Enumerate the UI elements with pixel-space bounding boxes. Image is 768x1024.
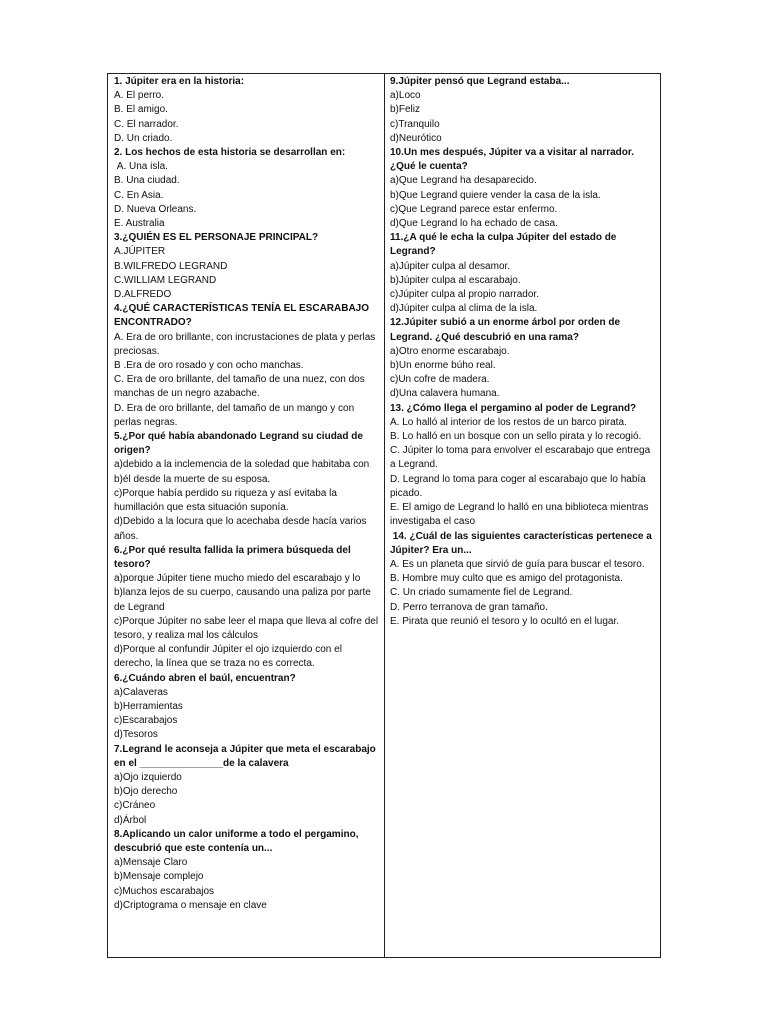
answer-option: d)Criptograma o mensaje en clave [114, 899, 267, 911]
question-text: 9.Júpiter pensó que Legrand estaba... [390, 76, 570, 87]
answer-option: c)Que Legrand parece estar enfermo. [390, 203, 558, 215]
answer-option: c)Un cofre de madera. [390, 374, 490, 386]
answer-option: d)Árbol [114, 814, 147, 826]
answer-option: b)Mensaje complejo [114, 871, 204, 883]
question-text: 12.Júpiter subió a un enorme árbol por orden de Legrand. ¿Qué descubrió en una rama? [390, 317, 623, 343]
answer-option: A. Lo halló al interior de los restos de un barco pirata. [390, 416, 627, 428]
answer-option: E. Pirata que reunió el tesoro y lo ocultó en el lugar. [390, 615, 620, 627]
question-text: 6.¿Cuándo abren el baúl, encuentran? [114, 672, 296, 684]
answer-option: a)Otro enorme escarabajo. [390, 345, 510, 357]
answer-option: A. Era de oro brillante, con incrustaciones de plata y perlas preciosas. [114, 331, 379, 357]
answer-option: D. Era de oro brillante, del tamaño de un mango y con perlas negras. [114, 402, 357, 428]
answer-option: D. Perro terranova de gran tamaño. [390, 601, 548, 613]
answer-option: d)Júpiter culpa al clima de la isla. [390, 303, 538, 315]
answer-option: b)Herramientas [114, 700, 183, 712]
answer-option: d)Una calavera humana. [390, 388, 500, 400]
answer-option: D. Nueva Orleans. [114, 203, 197, 215]
answer-option: a)Ojo izquierdo [114, 771, 182, 783]
question-text: 13. ¿Cómo llega el pergamino al poder de Legrand? [390, 402, 637, 414]
answer-option: c)Tranquilo [390, 118, 440, 130]
answer-option: d)Porque al confundir Júpiter el ojo izquierdo con el derecho, la línea que se traza no es correcta. [114, 644, 345, 670]
answer-option: b)Que Legrand quiere vender la casa de la isla. [390, 189, 601, 201]
answer-option: C. Era de oro brillante, del tamaño de una nuez, con dos manchas de un negro azabache. [114, 374, 368, 400]
answer-option: C. El narrador. [114, 118, 179, 130]
answer-option: c)Porque había perdido su riqueza y así evitaba la humillación que esta situación suponía. [114, 487, 340, 514]
answer-option: a)debido a la inclemencia de la soledad que habitaba con [114, 459, 370, 471]
answer-option: E. El amigo de Legrand lo halló en una biblioteca mientras investigaba el caso [390, 502, 652, 528]
answer-option: D. Legrand lo toma para coger al escarabajo que lo había picado. [390, 473, 649, 499]
answer-option: a)Calaveras [114, 686, 168, 698]
answer-option: a)Júpiter culpa al desamor. [390, 260, 511, 272]
answer-option: c)Muchos escarabajos [114, 885, 215, 897]
quiz-table [107, 73, 661, 958]
question-text: 3.¿QUIÉN ES EL PERSONAJE PRINCIPAL? [114, 232, 319, 244]
answer-option: C. Un criado sumamente fiel de Legrand. [390, 587, 573, 599]
answer-option: d)Tesoros [114, 729, 158, 741]
answer-option: B. Una ciudad. [114, 175, 180, 187]
answer-option: c)Escarabajos [114, 715, 178, 727]
right-column [385, 74, 660, 957]
question-text: 7.Legrand le aconseja a Júpiter que meta el escarabajo en el _______________de la calavera [114, 743, 379, 769]
answer-option: D.ALFREDO [114, 289, 172, 301]
question-text: 11.¿A qué le echa la culpa Júpiter del estado de Legrand? [390, 232, 620, 258]
answer-option: d)Que Legrand lo ha echado de casa. [390, 218, 558, 230]
answer-option: c)Júpiter culpa al propio narrador. [390, 289, 539, 301]
answer-option: b)Feliz [390, 104, 421, 116]
question-text: 14. ¿Cuál de las siguientes características pertenece a Júpiter? Era un... [390, 530, 655, 556]
answer-option: d)Neurótico [390, 132, 442, 144]
answer-option: E. Australia [114, 218, 165, 230]
answer-option: C.WILLIAM LEGRAND [114, 274, 217, 286]
answer-option: D. Un criado. [114, 132, 173, 144]
answer-option: a)Que Legrand ha desaparecido. [390, 175, 537, 187]
question-text: 1. Júpiter era en la historia: [114, 76, 245, 87]
answer-option: c)Porque Júpiter no sabe leer el mapa que lleva al cofre del tesoro, y realiza mal los cálculos [114, 615, 381, 641]
answer-option: B .Era de oro rosado y con ocho manchas. [114, 360, 304, 372]
question-text: 4.¿QUÉ CARACTERÍSTICAS TENÍA EL ESCARABAJO ENCONTRADO? [114, 303, 372, 329]
answer-option: b)Ojo derecho [114, 786, 178, 798]
answer-option: a)Loco [390, 90, 421, 102]
question-text: 8.Aplicando un calor uniforme a todo el pergamino, descubrió que este contenía un... [114, 828, 362, 854]
answer-option: A. El perro. [114, 90, 165, 102]
answer-option: C. En Asia. [114, 189, 164, 201]
answer-option: A. Es un planeta que sirvió de guía para buscar el tesoro. [390, 558, 645, 570]
answer-option: B.WILFREDO LEGRAND [114, 260, 228, 272]
answer-option: B. Hombre muy culto que es amigo del protagonista. [390, 573, 623, 585]
answer-option: b)él desde la muerte de su esposa. [114, 473, 271, 485]
answer-option: a)porque Júpiter tiene mucho miedo del escarabajo y lo [114, 573, 361, 585]
answer-option: b)Júpiter culpa al escarabajo. [390, 274, 521, 286]
answer-option: d)Debido a la locura que lo acechaba desde hacía varios años. [114, 516, 370, 542]
left-column [108, 74, 385, 957]
answer-option: b)Un enorme búho real. [390, 360, 496, 372]
answer-option: b)lanza lejos de su cuerpo, causando una paliza por parte de Legrand [114, 587, 374, 613]
answer-option: a)Mensaje Claro [114, 857, 188, 869]
answer-option: c)Cráneo [114, 800, 156, 812]
answer-option: B. El amigo. [114, 104, 168, 116]
question-text: 6.¿Por qué resulta fallida la primera búsqueda del tesoro? [114, 544, 354, 570]
answer-option: B. Lo halló en un bosque con un sello pirata y lo recogió. [390, 431, 642, 443]
question-text: 2. Los hechos de esta historia se desarrollan en: [114, 147, 346, 159]
answer-option: A.JÚPITER [114, 246, 166, 258]
answer-option: C. Júpiter lo toma para envolver el escarabajo que entrega a Legrand. [390, 445, 653, 471]
question-text: 10.Un mes después, Júpiter va a visitar al narrador. ¿Qué le cuenta? [390, 147, 637, 173]
question-text: 5.¿Por qué había abandonado Legrand su ciudad de origen? [114, 431, 366, 457]
answer-option: A. Una isla. [114, 161, 168, 173]
